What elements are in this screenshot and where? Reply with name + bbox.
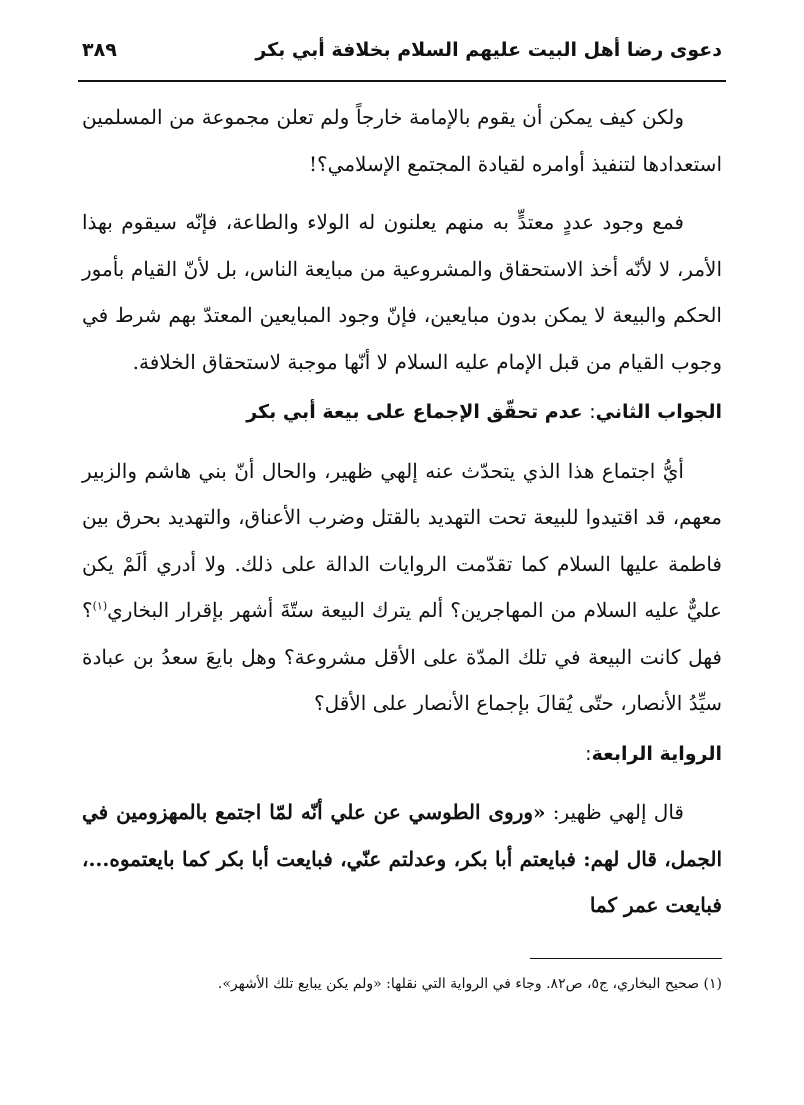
heading-2-separator: : [585,742,592,765]
header-divider [78,80,726,82]
header-title: دعوى رضا أهل البيت عليهم السلام بخلافة أبي بكر [255,39,722,61]
footnote-ref-1[interactable]: (١) [92,599,108,613]
paragraph-1: ولكن كيف يمكن أن يقوم بالإمامة خارجاً ولم تعلن مجموعة من المسلمين استعدادها لتنفيذ أوامره لقيادة المجتمع الإسلامي؟! [82,105,722,176]
paragraph-4-intro: قال إلهي ظهير: [545,800,684,824]
heading-1-label: الجواب الثاني [595,401,722,423]
footnote-divider [530,958,722,959]
paragraph-3 [82,448,722,727]
section-heading-2 [82,731,722,778]
paragraph-4 [82,789,722,929]
paragraph-3-part-2: ؟ فهل كانت البيعة في تلك المدّة على الأقل مشروعة؟ وهل بايعَ سعدُ بن عبادة سيِّدُ الأنصار، حتّى يُقالَ بإجماع الأنصار على الأقل؟ [82,598,722,715]
paragraph-gap [82,187,722,199]
paragraph-3-part-1: أيُّ اجتماع هذا الذي يتحدّث عنه إلهي ظهير، والحال أنّ بني هاشم والزبير معهم، قد اقتيدوا للبيعة تحت التهديد بالقتل وضرب الأعناق، والتهديد بحرق بين فاطمة عليها السلام كما تقدّمت الروايات الدالة على ذلك. ولا أدري ألَمْ يكن عليٌّ عليه السلام من المهاجرين؟ ألم يترك البيعة ستّةَ أشهر بإقرار البخاري [82,458,722,622]
page-body [82,94,722,929]
running-header [82,28,722,72]
heading-1-separator: : [589,401,596,423]
heading-1-text: عدم تحقّق الإجماع على بيعة أبي بكر [246,401,583,423]
section-heading-1 [82,389,722,436]
footnote-1: (١) صحيح البخاري، ج٥، ص٨٢. وجاء في الرواية التي نقلها: «ولم يكن يبايع تلك الأشهر». [217,976,722,992]
paragraph-4-quote: «وروى الطوسي عن علي أنّه لمّا اجتمع بالمهزومين في الجمل، قال لهم: فبايعتم أبا بكر، وعدلتم عنّي، فبايعت أبا بكر كما بايعتموه...، فبايعت عمر كما [82,800,722,917]
page-number: ٣٨٩ [82,39,117,61]
heading-2-text: الرواية الرابعة [591,742,722,765]
paragraph-2: فمع وجود عددٍ معتدٍّ به منهم يعلنون له الولاء والطاعة، فإنّه سيقوم بهذا الأمر، لا لأنّه أخذ الاستحقاق والمشروعية من مبايعة الناس، بل لأنّ القيام بأمور الحكم والبيعة لا يمكن بدون مبايعين، فإنّ وجود المبايعين المعتدّ بهم شرط في وجوب القيام من قبل الإمام عليه السلام لا أنّها موجبة لاستحقاق الخلافة. [82,210,722,374]
book-page [82,28,722,1078]
